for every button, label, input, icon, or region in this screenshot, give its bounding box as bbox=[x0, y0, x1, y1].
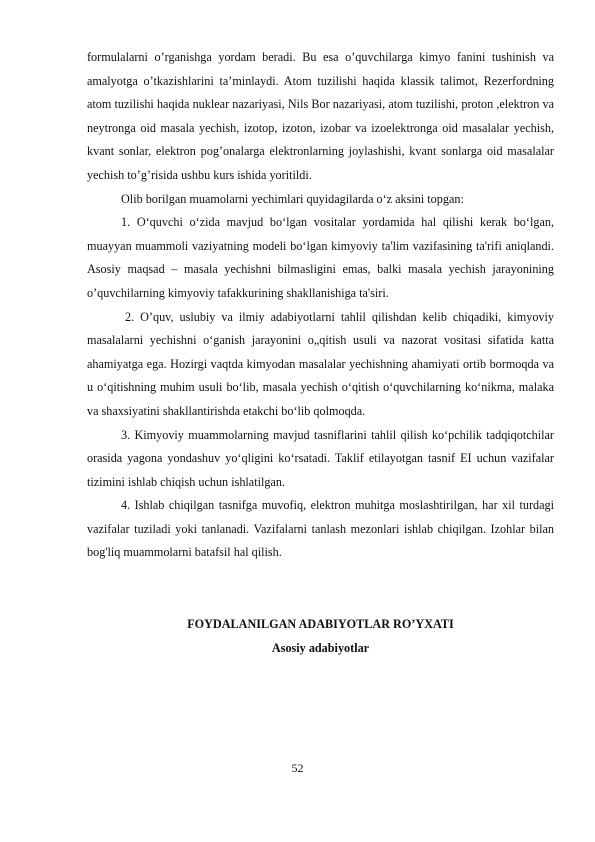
section-spacer bbox=[87, 565, 554, 613]
page-content bbox=[87, 46, 554, 660]
page-number: 52 bbox=[291, 761, 304, 775]
paragraph-continuation: formulalarni o’rganishga yordam beradi. Bu esa o’quvchilarga kimyo fanini tushinish va amalyotga o’tkazishlarini ta’minlaydi. Atom tuzilishi haqida klassik talimot, Rezerfordning atom tuzilishi haqida nuklear nazariyasi, Nils Bor nazariyasi, atom tuzilishi, proton ,elektron va neytronga oid masala yechish, izotop, izoton, izobar va izoelektronga oid masalalar yechish, kvant sonlar, elektron pog’onalarga elektronlarning joylashishi, kvant sonlarga oid masalalar yechish to’g’risida ushbu kurs ishida yoritildi. bbox=[87, 50, 554, 182]
paragraph-results-intro: Olib borilgan muamolarni yechimlari quyidagilarda o‘z aksini topgan: bbox=[121, 191, 464, 206]
paragraph-result-3: 3. Kimyoviy muammolarning mavjud tasniflarini tahlil qilish ko‘pchilik tadqiqotchilar orasida yagona yondashuv yo‘qligini ko‘rsatadi. Taklif etilayotgan tasnif EI uchun vazifalar tizimini ishlab chiqish uchun ishlatilgan. bbox=[87, 427, 554, 489]
paragraph-result-2: 2. O’quv, uslubiy va ilmiy adabiyotlarni tahlil qilishdan kelib chiqadiki, kimyoviy masalalarni yechishni o‘ganish jarayonini o„qitish usuli va nazorat vositasi sifatida katta ahamiyatga ega. Hozirgi vaqtda kimyodan masalalar yechishning ahamiyati ortib bormoqda va u o‘qitishning muhim usuli bo‘lib, masala yechish o‘qitish o‘quvchilarning ko‘nikma, malaka va shaxsiyatini shakllantirishda etakchi bo‘lib qolmoqda. bbox=[87, 309, 554, 418]
paragraph-result-4: 4. Ishlab chiqilgan tasnifga muvofiq, elektron muhitga moslashtirilgan, har xil turdagi vazifalar tuziladi yoki tanlanadi. Vazifalarni tanlash mezonlari ishlab chiqilgan. Izohlar bilan bog'liq muammolarni batafsil hal qilish. bbox=[87, 498, 554, 560]
paragraph-result-1: 1. O‘quvchi o‘zida mavjud bo‘lgan vositalar yordamida hal qilishi kerak bo‘lgan, muayyan muammoli vaziyatning modeli bo‘lgan kimyoviy ta'lim vazifasining ta'rifi aniqlandi. Asosiy maqsad – masala yechishni bilmasligini emas, balki masala yechish jarayonining o’quvchilarning kimyoviy tafakkurining shakllanishiga ta'siri. bbox=[87, 215, 554, 300]
references-subheading: Asosiy adabiyotlar bbox=[271, 640, 370, 655]
references-heading: FOYDALANILGAN ADABIYOTLAR RO’YXATI bbox=[187, 617, 454, 632]
